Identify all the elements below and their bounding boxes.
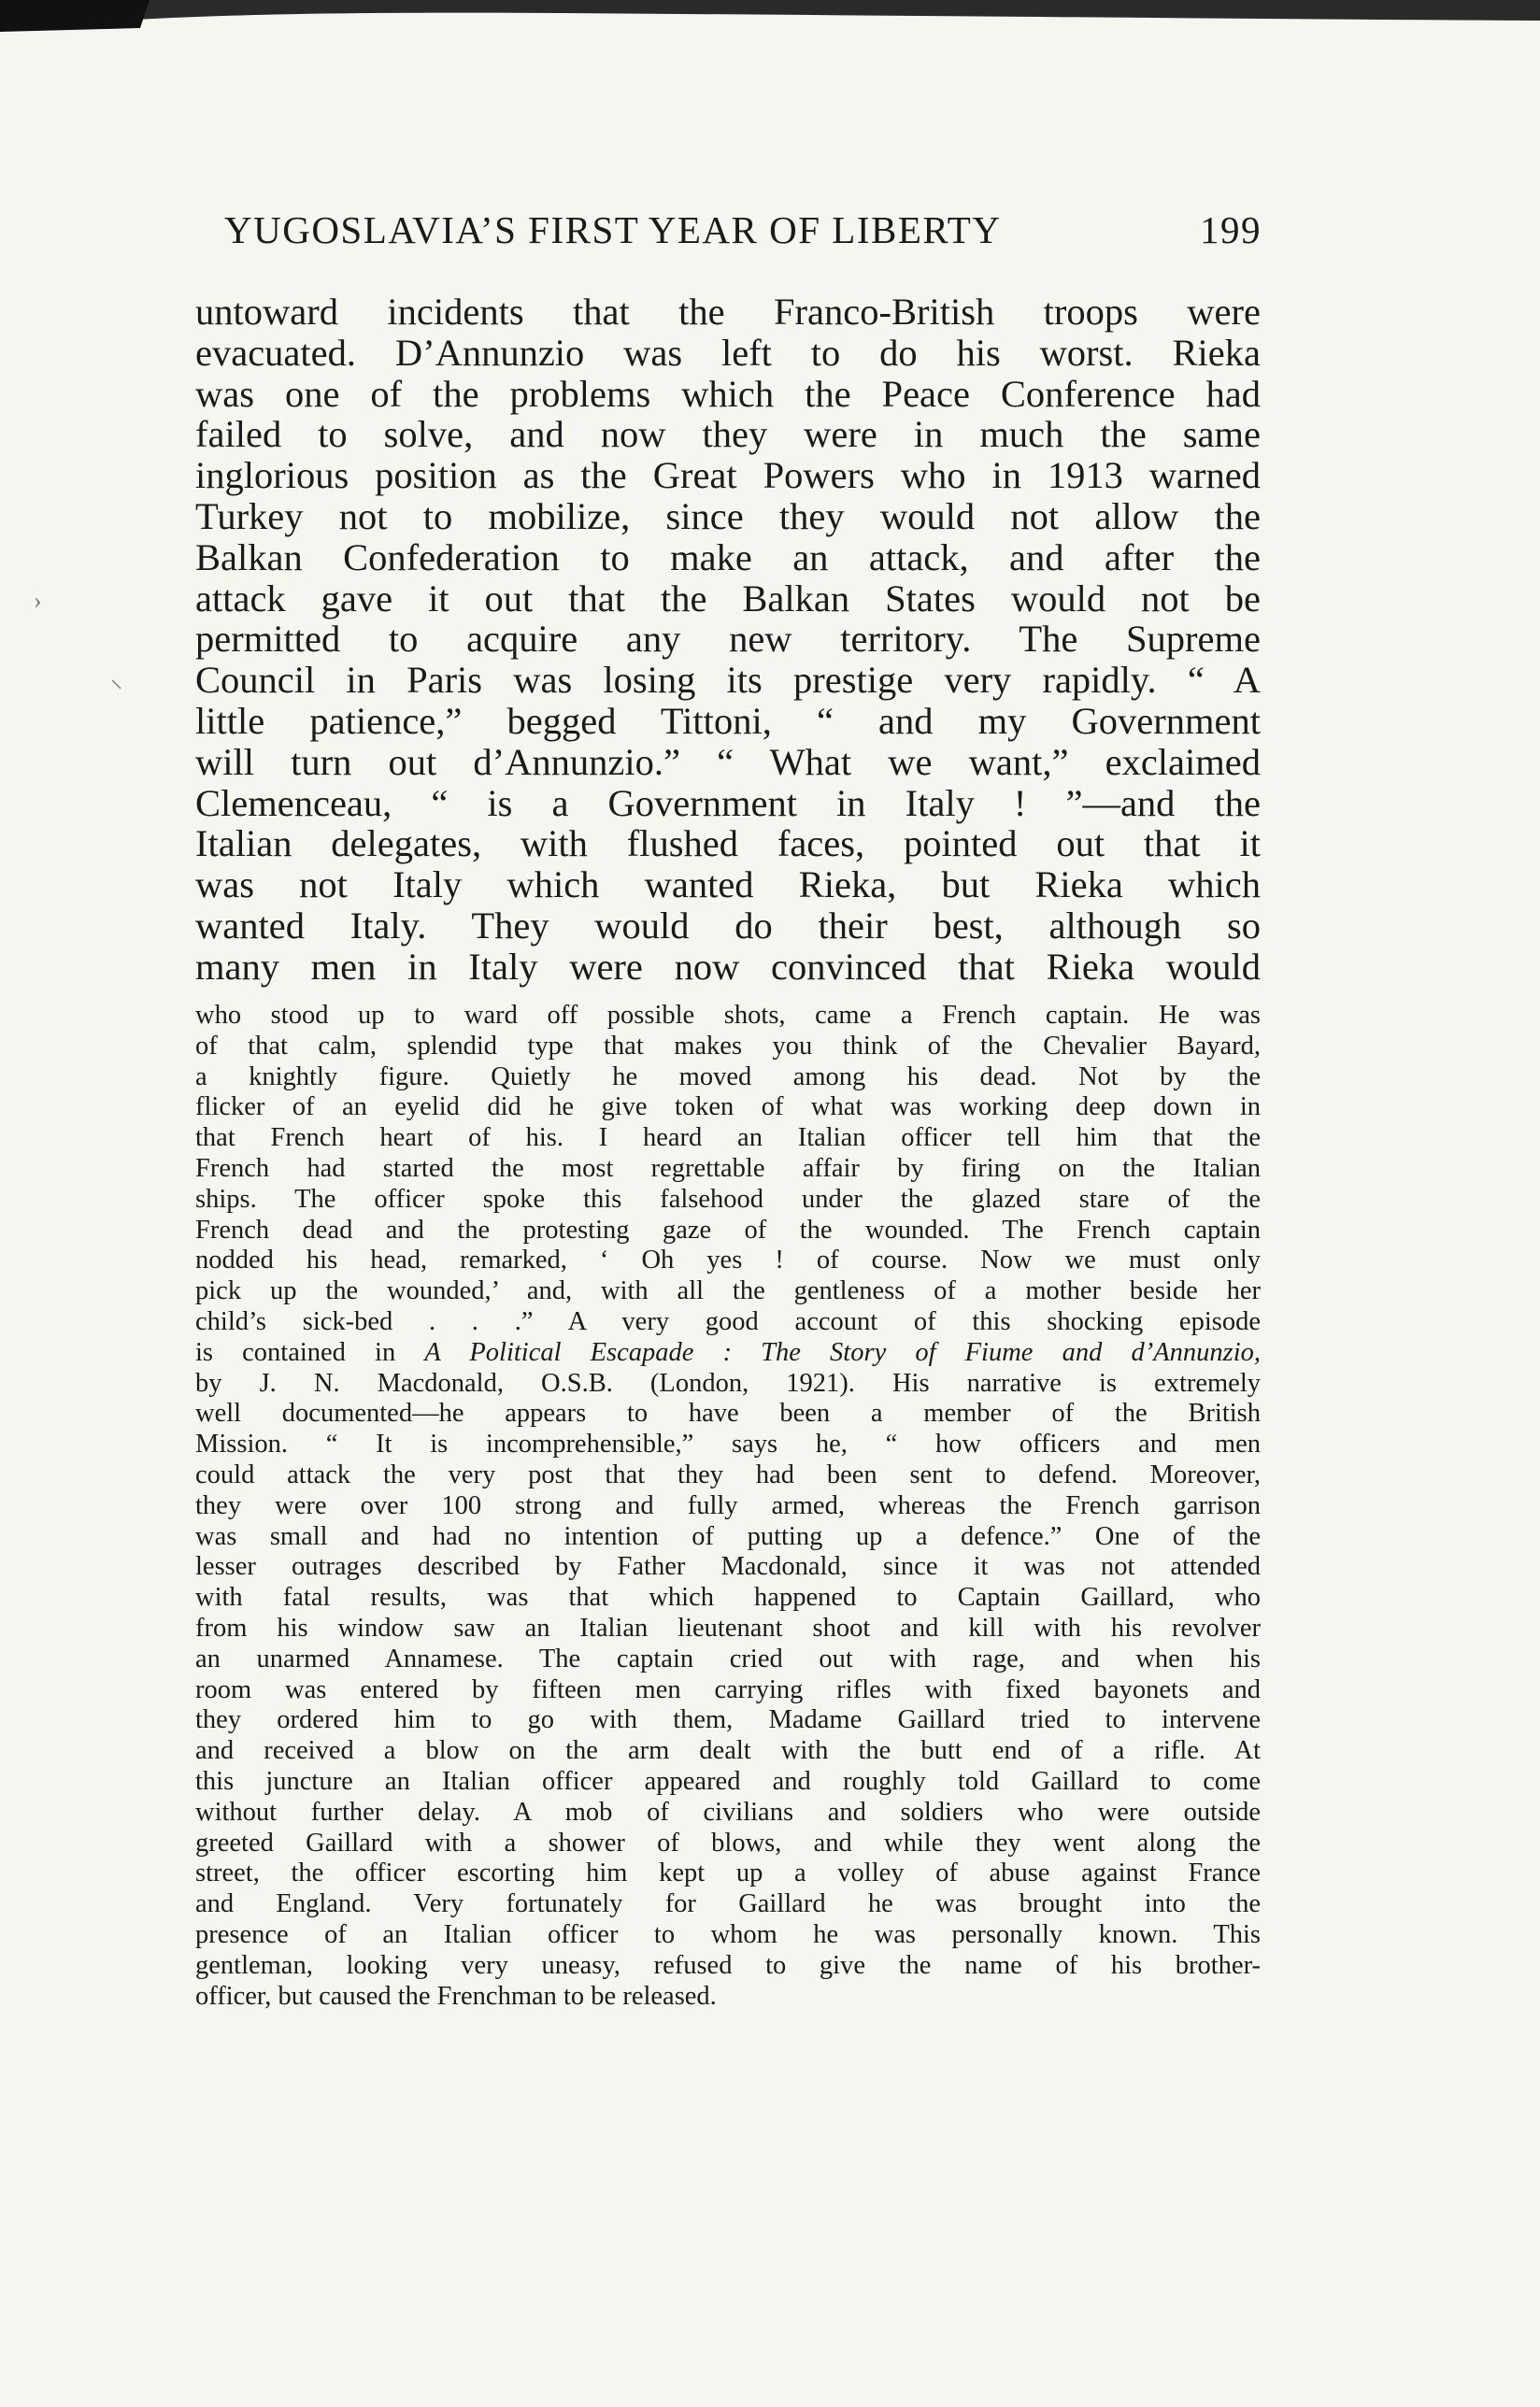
text-line: permitted to acquire any new territory. The Supreme (195, 618, 1261, 661)
text-line: officer, but caused the Frenchman to be released. (195, 1981, 717, 2011)
text-line: they ordered him to go with them, Madame Gaillard tried to intervene (195, 1705, 1261, 1735)
text-line: attack gave it out that the Balkan States would not be (195, 577, 1261, 620)
page-header (224, 207, 1262, 263)
text-line: was one of the problems which the Peace Conference had (195, 372, 1261, 415)
text-line: gentleman, looking very uneasy, refused to give the name of his brother- (195, 1950, 1261, 1980)
text-line: well documented—he appears to have been a member of the British (195, 1399, 1261, 1429)
text-line: was not Italy which wanted Rieka, but Rieka which (195, 863, 1261, 906)
text-line: Council in Paris was losing its prestige very rapidly. “ A (195, 659, 1261, 702)
citation-line (195, 1338, 1261, 1369)
text-line: Turkey not to mobilize, since they would not allow the (195, 494, 1261, 537)
text-line: that French heart of his. I heard an Italian officer tell him that the (195, 1123, 1261, 1153)
text-line: lesser outrages described by Father Macdonald, since it was not attended (195, 1552, 1261, 1582)
text-line: of that calm, splendid type that makes you think of the Chevalier Bayard, (195, 1031, 1261, 1061)
text-line: Clemenceau, “ is a Government in Italy ! ”—and the (195, 781, 1261, 824)
page-number: 199 (1200, 208, 1262, 251)
text-line: greeted Gaillard with a shower of blows, and while they went along the (195, 1828, 1261, 1858)
text-line: wanted Italy. They would do their best, although so (195, 904, 1261, 947)
text-line: was small and had no intention of putting up a defence.” One of the (195, 1521, 1261, 1551)
text-line: child’s sick-bed . . .” A very good account of this shocking episode (195, 1306, 1261, 1336)
text-line: from his window saw an Italian lieutenant shoot and kill with his revolver (195, 1613, 1261, 1643)
text-line: flicker of an eyelid did he give token of what was working deep down in (195, 1092, 1261, 1122)
text-line: and England. Very fortunately for Gaillard he was brought into the (195, 1889, 1261, 1919)
text-line: by J. N. Macdonald, O.S.B. (London, 1921). His narrative is extremely (195, 1368, 1261, 1398)
text-line: who stood up to ward off possible shots, came a French captain. He was (195, 1001, 1261, 1030)
text-line: they were over 100 strong and fully armed, whereas the French garrison (195, 1490, 1261, 1520)
text-line: without further delay. A mob of civilians and soldiers who were outside (195, 1797, 1261, 1827)
text-line: French dead and the protesting gaze of the wounded. The French captain (195, 1215, 1261, 1245)
text-line: evacuated. D’Annunzio was left to do his worst. Rieka (195, 331, 1261, 374)
body-text (195, 292, 1261, 988)
citation-title: A Political Escapade : The Story of Fiume and d’Annunzio, (424, 1337, 1261, 1367)
text-line: pick up the wounded,’ and, with all the gentleness of a mother beside her (195, 1276, 1261, 1306)
text-line: Mission. “ It is incomprehensible,” says he, “ how officers and men (195, 1430, 1261, 1460)
text-line: could attack the very post that they had been sent to defend. Moreover, (195, 1460, 1261, 1489)
text-line: this juncture an Italian officer appeared and roughly told Gaillard to come (195, 1766, 1261, 1796)
text-line: Balkan Confederation to make an attack, and after the (195, 535, 1261, 578)
footnote (195, 1001, 1261, 2012)
text-line: an unarmed Annamese. The captain cried out with rage, and when his (195, 1644, 1261, 1674)
page-top-edge-shadow (0, 0, 1540, 32)
text-line: will turn out d’Annunzio.” “ What we want,” exclaimed (195, 740, 1261, 783)
citation-prefix: is contained in (195, 1337, 425, 1367)
text-line: with fatal results, was that which happened to Captain Gaillard, who (195, 1583, 1261, 1613)
text-line: ships. The officer spoke this falsehood under the glazed stare of the (195, 1184, 1261, 1214)
text-line: untoward incidents that the Franco-British troops were (195, 291, 1261, 333)
text-line: street, the officer escorting him kept up a volley of abuse against France (195, 1859, 1261, 1888)
text-line: nodded his head, remarked, ‘ Oh yes ! of course. Now we must only (195, 1246, 1261, 1275)
text-line: little patience,” begged Tittoni, “ and my Government (195, 699, 1261, 742)
text-line: a knightly figure. Quietly he moved among his dead. Not by the (195, 1061, 1261, 1091)
text-line: inglorious position as the Great Powers who in 1913 warned (195, 454, 1261, 497)
text-line: room was entered by fifteen men carrying rifles with fixed bayonets and (195, 1674, 1261, 1704)
margin-mark: › (34, 587, 42, 614)
text-line: failed to solve, and now they were in much the same (195, 413, 1261, 456)
running-title: YUGOSLAVIA’S FIRST YEAR OF LIBERTY (224, 208, 1002, 251)
text-line: presence of an Italian officer to whom he was personally known. This (195, 1919, 1261, 1949)
text-line: and received a blow on the arm dealt with the butt end of a rifle. At (195, 1736, 1261, 1766)
text-line: many men in Italy were now convinced that Rieka would (195, 945, 1261, 988)
text-line: Italian delegates, with flushed faces, pointed out that it (195, 822, 1261, 865)
margin-mark: ⸌ (110, 676, 123, 703)
text-line: French had started the most regrettable affair by firing on the Italian (195, 1153, 1261, 1183)
